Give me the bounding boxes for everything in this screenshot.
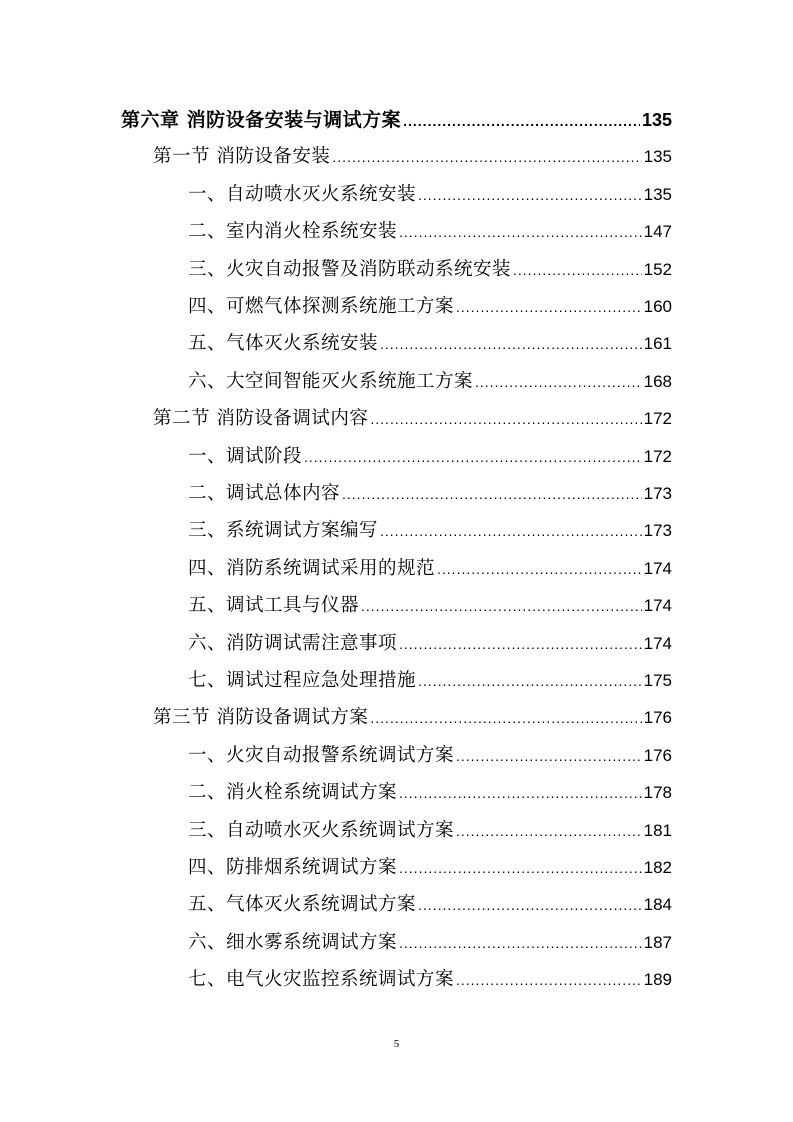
toc-entry-item[interactable] [188, 254, 672, 286]
toc-dot-leader [399, 927, 642, 959]
toc-entry-item[interactable] [188, 216, 672, 248]
toc-entry-title: 二、消火栓系统调试方案 [188, 782, 398, 804]
toc-entry-page: 174 [643, 633, 672, 653]
toc-entry-item[interactable] [188, 964, 672, 996]
toc-entry-item[interactable] [188, 927, 672, 959]
toc-dot-leader [370, 403, 641, 435]
toc-dot-leader [437, 553, 642, 585]
toc-dot-leader [456, 964, 642, 996]
toc-entry-title: 六、消防调试需注意事项 [188, 632, 398, 654]
toc-entry-page: 135 [643, 184, 672, 204]
toc-dot-leader [399, 628, 642, 660]
toc-entry-title: 第六章 消防设备安装与调试方案 [121, 109, 402, 131]
toc-entry-page: 172 [643, 409, 672, 429]
toc-dot-leader [304, 441, 642, 473]
toc-entry-item[interactable] [188, 441, 672, 473]
toc-dot-leader [456, 815, 642, 847]
toc-dot-leader [342, 478, 642, 510]
toc-entry-item[interactable] [188, 179, 672, 211]
toc-entry-item[interactable] [188, 515, 672, 547]
toc-dot-leader [399, 777, 642, 809]
toc-dot-leader [399, 216, 642, 248]
toc-entry-item[interactable] [188, 478, 672, 510]
toc-entry-page: 135 [641, 110, 672, 130]
toc-entry-title: 一、调试阶段 [188, 445, 303, 467]
toc-entry-page: 176 [643, 745, 672, 765]
toc-dot-leader [513, 254, 642, 286]
toc-entry-item[interactable] [188, 740, 672, 772]
toc-entry-item[interactable] [188, 366, 672, 398]
toc-entry-page: 160 [643, 297, 672, 316]
toc-entry-page: 181 [643, 820, 672, 840]
toc-entry-title: 五、气体灭火系统调试方案 [188, 894, 417, 916]
toc-entry-title: 二、室内消火栓系统安装 [188, 221, 398, 243]
toc-entry-page: 187 [643, 932, 672, 952]
toc-entry-page: 174 [643, 558, 672, 578]
toc-entry-title: 三、系统调试方案编写 [188, 520, 379, 542]
toc-entry-item[interactable] [188, 291, 672, 323]
toc-entry-page: 174 [643, 596, 672, 616]
toc-entry-page: 178 [643, 783, 672, 803]
toc-entry-title: 四、防排烟系统调试方案 [188, 857, 398, 878]
toc-entry-title: 七、调试过程应急处理措施 [188, 670, 417, 691]
toc-entry-page: 168 [643, 371, 672, 391]
toc-entry-title: 三、火灾自动报警及消防联动系统安装 [188, 258, 512, 280]
toc-entry-title: 第三节 消防设备调试方案 [153, 707, 369, 729]
toc-dot-leader [456, 740, 642, 772]
toc-entry-page: 184 [643, 895, 672, 915]
toc-entry-title: 五、气体灭火系统安装 [188, 333, 379, 355]
toc-dot-leader [418, 179, 642, 211]
toc-entry-title: 一、自动喷水灭火系统安装 [188, 183, 417, 205]
toc-entry-page: 161 [643, 334, 672, 354]
toc-dot-leader [370, 702, 641, 734]
toc-entry-title: 六、大空间智能灭火系统施工方案 [188, 370, 474, 392]
toc-dot-leader [380, 328, 642, 360]
toc-entry-page: 135 [643, 147, 672, 167]
toc-entry-page: 189 [643, 970, 672, 990]
toc-entry-item[interactable] [188, 328, 672, 360]
toc-entry-section[interactable] [153, 403, 672, 435]
toc-entry-title: 七、电气火灾监控系统调试方案 [188, 969, 455, 991]
toc-entry-page: 175 [643, 671, 672, 690]
toc-entry-item[interactable] [188, 590, 672, 622]
toc-entry-section[interactable] [153, 702, 672, 734]
toc-dot-leader [475, 366, 642, 398]
toc-dot-leader [380, 515, 642, 547]
toc-entry-title: 第一节 消防设备安装 [153, 146, 331, 168]
toc-entry-item[interactable] [188, 628, 672, 660]
toc-entry-section[interactable] [153, 141, 672, 173]
toc-entry-item[interactable] [188, 889, 672, 921]
page-number: 5 [393, 1038, 400, 1050]
toc-entry-item[interactable] [188, 553, 672, 585]
toc-entry-title: 第二节 消防设备调试内容 [153, 408, 369, 430]
toc-entry-title: 四、消防系统调试采用的规范 [188, 557, 436, 579]
toc-entry-title: 二、调试总体内容 [188, 483, 341, 504]
toc-entry-title: 一、火灾自动报警系统调试方案 [188, 744, 455, 766]
toc-entry-title: 三、自动喷水灭火系统调试方案 [188, 819, 455, 841]
toc-entry-title: 六、细水雾系统调试方案 [188, 931, 398, 953]
toc-dot-leader [456, 291, 642, 323]
toc-dot-leader [418, 665, 642, 697]
toc-entry-page: 173 [643, 521, 672, 541]
toc-entry-chapter[interactable] [121, 104, 672, 136]
toc-entry-title: 五、调试工具与仪器 [188, 595, 360, 617]
toc-entry-page: 176 [643, 708, 672, 728]
toc-entry-item[interactable] [188, 777, 672, 809]
toc-entry-item[interactable] [188, 665, 672, 697]
toc-dot-leader [399, 852, 642, 884]
toc-entry-page: 147 [643, 222, 672, 242]
toc-dot-leader [332, 141, 641, 173]
toc-dot-leader [361, 590, 642, 622]
toc-entry-item[interactable] [188, 815, 672, 847]
toc-dot-leader [403, 105, 640, 137]
toc-entry-page: 182 [643, 858, 672, 877]
toc-entry-page: 173 [643, 484, 672, 503]
toc-entry-title: 四、可燃气体探测系统施工方案 [188, 296, 455, 317]
toc-entry-page: 152 [643, 259, 672, 279]
toc-dot-leader [418, 889, 642, 921]
toc-entry-item[interactable] [188, 852, 672, 884]
toc-entry-page: 172 [643, 446, 672, 466]
